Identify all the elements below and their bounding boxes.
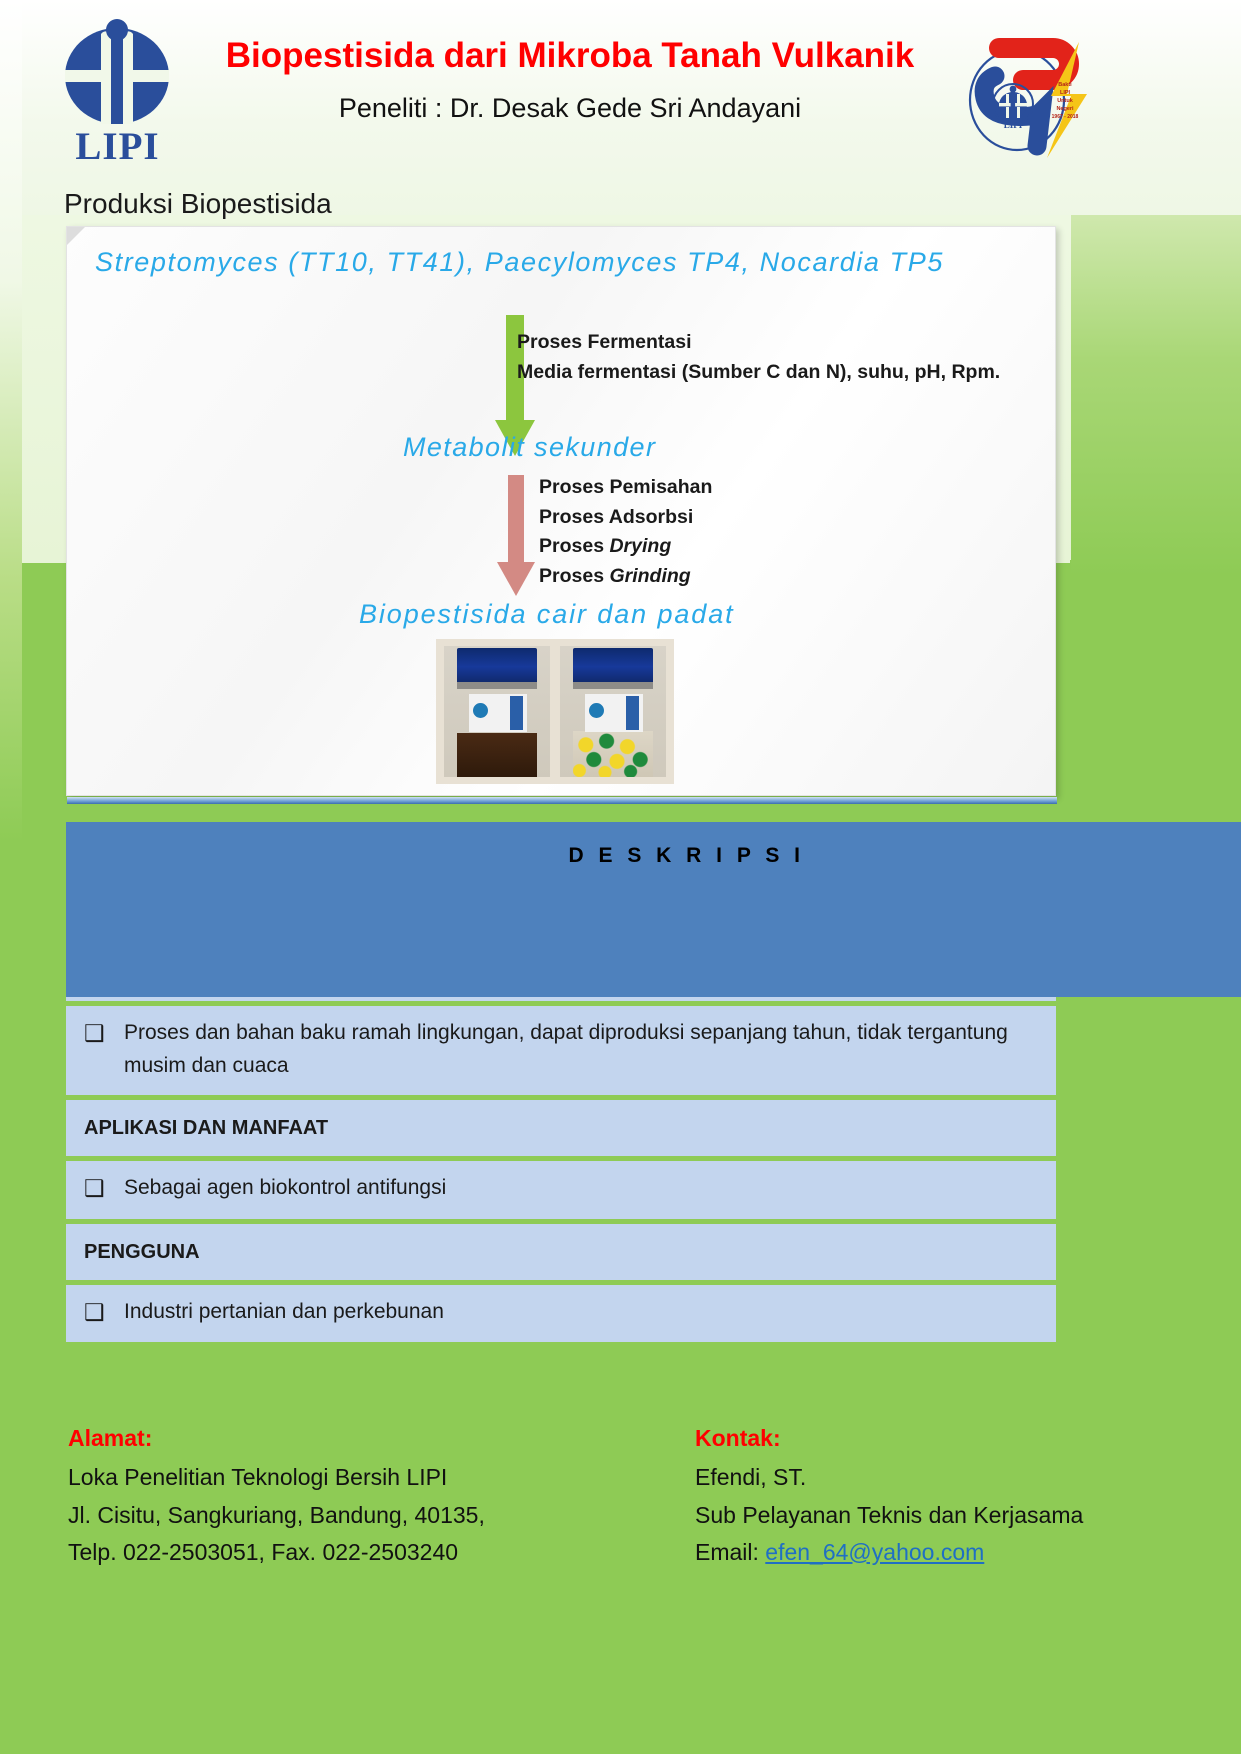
separation-arrow-down-icon bbox=[497, 475, 535, 601]
anniversary-tagline-4: Negeri bbox=[1056, 106, 1074, 112]
process-step-italic: Drying bbox=[609, 535, 672, 558]
table-row-text: Proses dan bahan baku ramah lingkungan, dapat diproduksi sepanjang tahun, tidak tergantung musim dan cuaca bbox=[124, 1021, 1008, 1077]
anniversary-tagline-1: Bakti bbox=[1058, 82, 1072, 88]
page-title: Biopestisida dari Mikroba Tanah Vulkanik bbox=[225, 36, 915, 75]
biopestisida-cair-bottle bbox=[444, 646, 550, 777]
anniversary-tagline-2: LIPI bbox=[1059, 90, 1071, 96]
description-table bbox=[66, 822, 1056, 1347]
address-line: Telp. 022-2503051, Fax. 022-2503240 bbox=[68, 1538, 459, 1565]
section-heading-produksi: Produksi Biopestisida bbox=[64, 188, 332, 219]
process-step-prefix: Proses bbox=[539, 535, 610, 558]
table-row-text: Sebagai agen biokontrol antifungsi bbox=[124, 1176, 447, 1200]
address-label: Alamat: bbox=[68, 1425, 153, 1451]
lipi-51st-anniversary-logo bbox=[955, 18, 1095, 168]
card-fold-corner-icon bbox=[67, 227, 85, 245]
address-block bbox=[68, 1420, 628, 1571]
anniversary-tagline-5: 1967 - 2018 bbox=[1051, 114, 1079, 120]
address-line: Loka Penelitian Teknologi Bersih LIPI bbox=[68, 1464, 448, 1491]
process-steps-list bbox=[539, 473, 712, 592]
process-step-italic: Grinding bbox=[609, 564, 691, 587]
anniversary-tagline-3: Untuk bbox=[1057, 98, 1073, 104]
fermentation-text-block bbox=[517, 327, 1000, 387]
contact-line: Efendi, ST. bbox=[695, 1464, 807, 1491]
contact-block bbox=[695, 1420, 1215, 1571]
lipi-badge-icon bbox=[999, 86, 1027, 118]
bottle-cap-icon bbox=[457, 648, 538, 682]
email-prefix: Email: bbox=[695, 1538, 766, 1565]
process-diagram-card bbox=[66, 226, 1056, 796]
poster-header bbox=[0, 0, 1241, 175]
table-row-category: PENGGUNA bbox=[66, 1224, 1056, 1280]
process-step bbox=[539, 473, 712, 503]
bottle-cap-icon bbox=[573, 648, 654, 682]
bottle-label-logo-icon bbox=[589, 703, 604, 718]
biopestisida-padat-bottle bbox=[560, 646, 666, 777]
checkbox-bullet-icon: ❑ bbox=[84, 1020, 105, 1047]
process-step bbox=[539, 503, 712, 533]
fermentation-line-2: Media fermentasi (Sumber C dan N), suhu, pH, Rpm. bbox=[517, 361, 1001, 384]
metabolite-label: Metabolit sekunder bbox=[403, 432, 657, 462]
title-block bbox=[190, 36, 950, 125]
lipi-emblem-icon bbox=[57, 18, 177, 130]
description-table-header: D E S K R I P S I bbox=[66, 822, 1241, 997]
table-row-category: APLIKASI DAN MANFAAT bbox=[66, 1100, 1056, 1156]
contact-line: Sub Pelayanan Teknis dan Kerjasama bbox=[695, 1501, 1084, 1528]
product-output-label: Biopestisida cair dan padat bbox=[359, 599, 735, 629]
email-link[interactable]: efen_64@yahoo.com bbox=[765, 1538, 985, 1565]
process-step-prefix: Proses Adsorbsi bbox=[539, 505, 694, 528]
diagram-organisms-label: Streptomyces (TT10, TT41), Paecylomyces TP4, Nocardia TP5 bbox=[95, 247, 944, 277]
researcher-subtitle: Peneliti : Dr. Desak Gede Sri Andayani bbox=[338, 93, 802, 124]
lipi-badge-wordmark: LIPI bbox=[1003, 120, 1023, 130]
table-row bbox=[66, 1006, 1056, 1095]
address-line: Jl. Cisitu, Sangkuriang, Bandung, 40135, bbox=[68, 1501, 485, 1528]
bottle-label bbox=[585, 694, 642, 732]
bottle-label bbox=[469, 694, 526, 732]
checkbox-bullet-icon: ❑ bbox=[84, 1175, 105, 1202]
process-step-prefix: Proses Pemisahan bbox=[539, 476, 713, 498]
process-step-prefix: Proses bbox=[539, 564, 610, 587]
process-step bbox=[539, 562, 712, 592]
table-row bbox=[66, 1161, 1056, 1218]
table-row-text: Industri pertanian dan perkebunan bbox=[124, 1299, 444, 1323]
checkbox-bullet-icon: ❑ bbox=[84, 1298, 105, 1325]
poster-footer bbox=[0, 1408, 1241, 1754]
table-row bbox=[66, 1285, 1056, 1342]
contact-label: Kontak: bbox=[695, 1425, 781, 1451]
contact-email-line bbox=[695, 1534, 1215, 1571]
process-step bbox=[539, 532, 712, 562]
bottle-label-logo-icon bbox=[473, 703, 488, 718]
background-green-right-strip bbox=[1071, 215, 1241, 575]
lipi-wordmark: LIPI bbox=[75, 125, 160, 168]
lipi-logo bbox=[45, 18, 190, 168]
product-photo bbox=[436, 639, 674, 784]
fermentation-line-1: Proses Fermentasi bbox=[517, 331, 692, 353]
